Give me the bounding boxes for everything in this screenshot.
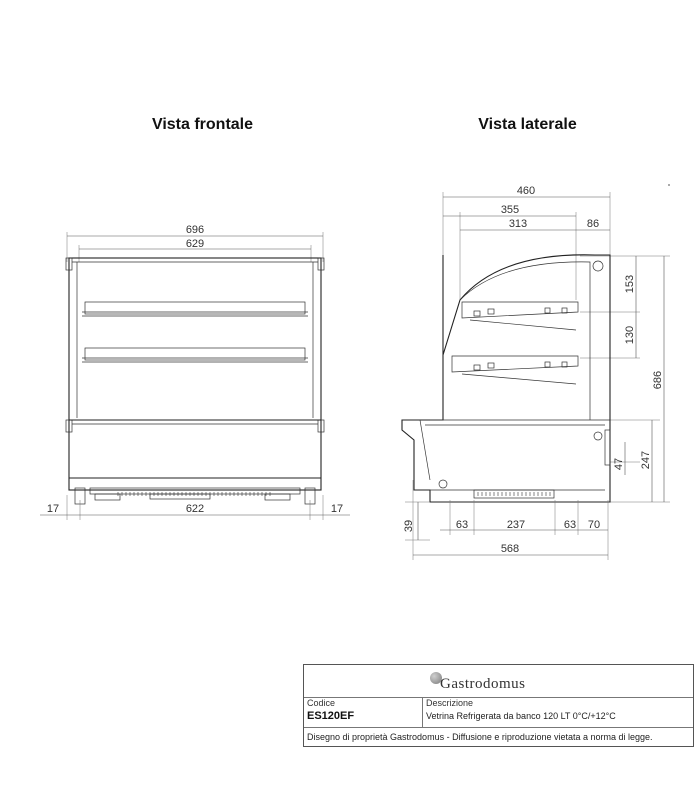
title-block-info-row [304, 697, 693, 728]
dim-front-overall-width: 696 [185, 224, 205, 236]
dim-side-foot-height: 47 [613, 457, 625, 471]
dim-side-base-depth: 568 [500, 543, 520, 555]
title-block-logo-row [304, 665, 693, 698]
title-block [303, 664, 694, 747]
dim-side-grille-width: 237 [506, 519, 526, 531]
dim-side-overall-height: 686 [652, 370, 664, 390]
side-view-title: Vista laterale [478, 116, 577, 133]
brand-name: Gastrodomus [440, 676, 526, 692]
dim-front-right-offset: 17 [330, 503, 344, 515]
dim-side-overall-depth: 460 [516, 185, 536, 197]
front-view [40, 224, 350, 520]
copyright-footer: Disegno di proprietà Gastrodomus - Diffusione e riproduzione vietata a norma di legge. [307, 732, 653, 742]
dim-side-shelf-spacing: 130 [624, 325, 636, 345]
description-value: Vetrina Refrigerata da banco 120 LT 0°C/+12°C [426, 711, 616, 721]
side-view [402, 185, 670, 560]
dim-side-shelf-inner-depth: 313 [508, 218, 528, 230]
dim-side-rear-foot: 70 [587, 519, 601, 531]
dim-side-shelf-depth: 355 [500, 204, 520, 216]
dim-side-rear-offset: 63 [563, 519, 577, 531]
dim-side-plinth-height: 39 [403, 519, 415, 533]
front-view-title: Vista frontale [151, 116, 254, 133]
dim-side-base-height: 247 [640, 450, 652, 470]
code-cell [304, 697, 423, 727]
dim-side-top-to-shelf: 153 [624, 274, 636, 294]
dim-side-rear-depth: 86 [586, 218, 600, 230]
code-label: Codice [307, 698, 336, 708]
stray-mark [668, 184, 670, 186]
brand-logo [430, 673, 526, 693]
dim-front-glass-width: 629 [185, 238, 205, 250]
dim-front-base-width: 622 [185, 503, 205, 515]
description-label: Descrizione [426, 698, 474, 708]
dim-side-front-offset: 63 [455, 519, 469, 531]
description-cell [423, 697, 693, 727]
code-value: ES120EF [307, 710, 355, 722]
dim-front-left-offset: 17 [46, 503, 60, 515]
